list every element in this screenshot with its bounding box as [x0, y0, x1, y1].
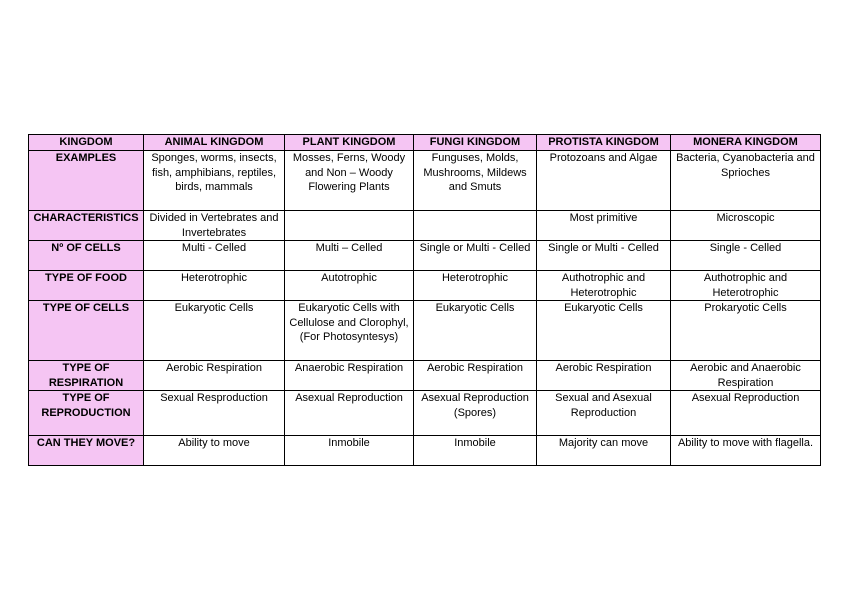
- column-header-fungi: FUNGI KINGDOM: [414, 135, 537, 151]
- table-cell: Asexual Reproduction: [671, 391, 821, 436]
- table-cell: Funguses, Molds, Mushrooms, Mildews and Smuts: [414, 151, 537, 211]
- table-cell: Inmobile: [414, 436, 537, 466]
- table-row-examples: [29, 151, 821, 211]
- table-cell: Protozoans and Algae: [537, 151, 671, 211]
- table-cell: Aerobic Respiration: [414, 361, 537, 391]
- table-cell: Sexual Resproduction: [144, 391, 285, 436]
- table-cell: Multi - Celled: [144, 241, 285, 271]
- table-cell: Asexual Reproduction (Spores): [414, 391, 537, 436]
- table-row-food: [29, 271, 821, 301]
- table-cell: Single or Multi - Celled: [537, 241, 671, 271]
- table-cell: Anaerobic Respiration: [285, 361, 414, 391]
- column-header-protista: PROTISTA KINGDOM: [537, 135, 671, 151]
- table-cell: Divided in Vertebrates and Invertebrates: [144, 211, 285, 241]
- column-header-plant: PLANT KINGDOM: [285, 135, 414, 151]
- table-cell: Authotrophic and Heterotrophic: [671, 271, 821, 301]
- table-cell: Asexual Reproduction: [285, 391, 414, 436]
- column-header-kingdom: KINGDOM: [29, 135, 144, 151]
- header-row: [29, 135, 821, 151]
- row-label: Nº OF CELLS: [29, 241, 144, 271]
- table-cell: Heterotrophic: [144, 271, 285, 301]
- table-cell: Eukaryotic Cells: [537, 301, 671, 361]
- table-cell: Microscopic: [671, 211, 821, 241]
- table-cell: Sponges, worms, insects, fish, amphibians, reptiles, birds, mammals: [144, 151, 285, 211]
- row-label: EXAMPLES: [29, 151, 144, 211]
- row-label: CAN THEY MOVE?: [29, 436, 144, 466]
- column-header-monera: MONERA KINGDOM: [671, 135, 821, 151]
- table-cell: Prokaryotic Cells: [671, 301, 821, 361]
- table-cell: Most primitive: [537, 211, 671, 241]
- table-row-movement: [29, 436, 821, 466]
- table-cell: Multi – Celled: [285, 241, 414, 271]
- table-cell: Inmobile: [285, 436, 414, 466]
- table-cell: Heterotrophic: [414, 271, 537, 301]
- table-cell: Autotrophic: [285, 271, 414, 301]
- column-header-animal: ANIMAL KINGDOM: [144, 135, 285, 151]
- table-cell: Aerobic Respiration: [144, 361, 285, 391]
- row-label: TYPE OF CELLS: [29, 301, 144, 361]
- row-label: TYPE OF FOOD: [29, 271, 144, 301]
- kingdom-comparison-table: [28, 134, 821, 466]
- table-cell: Single - Celled: [671, 241, 821, 271]
- table-row-characteristics: [29, 211, 821, 241]
- table-cell: Aerobic Respiration: [537, 361, 671, 391]
- table-cell: Sexual and Asexual Reproduction: [537, 391, 671, 436]
- table-row-respiration: [29, 361, 821, 391]
- table-cell: Majority can move: [537, 436, 671, 466]
- table-cell: [285, 211, 414, 241]
- table-cell: Aerobic and Anaerobic Respiration: [671, 361, 821, 391]
- table-cell: Ability to move: [144, 436, 285, 466]
- table-row-cells: [29, 241, 821, 271]
- table-cell: Ability to move with flagella.: [671, 436, 821, 466]
- table-row-cell-type: [29, 301, 821, 361]
- table-cell: Single or Multi - Celled: [414, 241, 537, 271]
- table-cell: Bacteria, Cyanobacteria and Sprioches: [671, 151, 821, 211]
- row-label: CHARACTERISTICS: [29, 211, 144, 241]
- row-label: TYPE OF RESPIRATION: [29, 361, 144, 391]
- table-cell: Eukaryotic Cells: [144, 301, 285, 361]
- table-cell: Authotrophic and Heterotrophic: [537, 271, 671, 301]
- row-label: TYPE OF REPRODUCTION: [29, 391, 144, 436]
- table-cell: Mosses, Ferns, Woody and Non – Woody Flowering Plants: [285, 151, 414, 211]
- table-cell: Eukaryotic Cells: [414, 301, 537, 361]
- table-cell: Eukaryotic Cells with Cellulose and Clorophyl, (For Photosyntesys): [285, 301, 414, 361]
- table-row-reproduction: [29, 391, 821, 436]
- table-cell: [414, 211, 537, 241]
